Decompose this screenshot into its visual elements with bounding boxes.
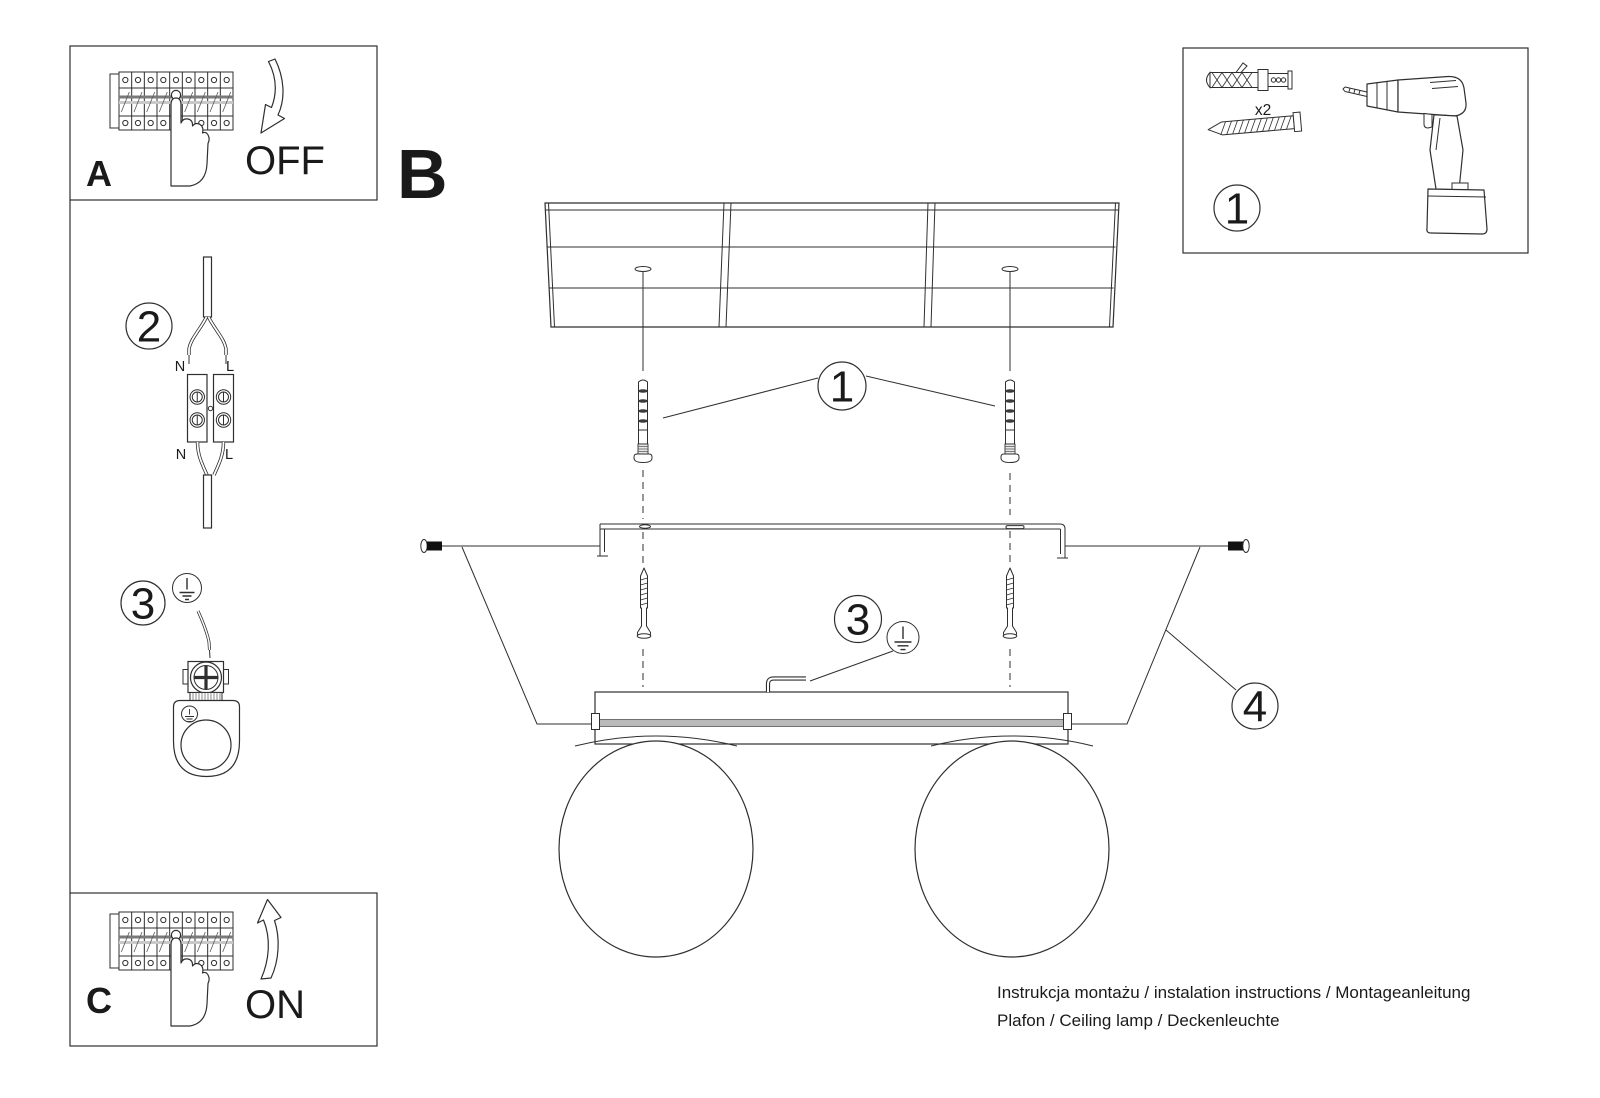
lamp-body: [592, 679, 1072, 745]
wire-l-label-top: L: [225, 359, 235, 375]
ground-symbol-icon: [173, 574, 202, 603]
step-3-grounding: [121, 574, 240, 777]
ground-terminal-icon: [183, 662, 229, 701]
section-b-label: B: [397, 135, 448, 213]
footer-caption: [997, 983, 1470, 1030]
footer-line-2: Plafon / Ceiling lamp / Deckenleuchte: [997, 1011, 1280, 1030]
callout-1: [663, 362, 995, 418]
globe-right: [915, 741, 1109, 957]
hardware-kit-box: [1183, 48, 1528, 253]
mounting-hole-right: [1002, 267, 1018, 272]
mounting-hole-left: [635, 267, 651, 272]
callout-4-number: 4: [1242, 682, 1268, 732]
power-on-label: ON: [245, 983, 305, 1027]
callout-4: [1166, 630, 1278, 732]
step-c-label: C: [86, 980, 112, 1021]
terminal-block-icon: [188, 375, 234, 443]
globe-left: [559, 741, 753, 957]
wire-n-label-top: N: [174, 359, 186, 375]
wall-plug-right-icon: [1001, 380, 1019, 463]
step-3-number: 3: [130, 579, 156, 629]
power-off-label: OFF: [245, 139, 325, 183]
footer-line-1: Instrukcja montażu / instalation instructions / Montageanleitung: [997, 983, 1471, 1002]
side-bolt-left-icon: [421, 540, 442, 553]
lamp-base-ground-point: [174, 701, 240, 777]
ground-symbol-icon: [887, 622, 919, 654]
kit-step-number: 1: [1224, 184, 1250, 234]
wire-l-label-bottom: L: [224, 447, 234, 463]
glass-globes: [559, 736, 1109, 957]
ground-wire: [768, 679, 806, 693]
step-a-label: A: [86, 153, 112, 194]
step-2-number: 2: [136, 302, 162, 352]
step-c-power-on-box: [70, 893, 377, 1046]
callout-1-number: 1: [829, 362, 855, 412]
step-2-wiring: [126, 257, 234, 528]
callout-3-main: [810, 596, 919, 682]
wall-plug-left-icon: [634, 380, 652, 463]
wire-n-label-bottom: N: [175, 447, 187, 463]
supply-cable-bottom: [204, 475, 212, 528]
anchor-quantity-label: x2: [1254, 102, 1272, 119]
step-a-power-off-box: [70, 46, 377, 200]
mounting-screw-left-icon: [637, 568, 651, 638]
mounting-screw-right-icon: [1003, 568, 1017, 638]
ceiling-canopy: [545, 203, 1119, 327]
side-bolt-right-icon: [1228, 540, 1249, 553]
supply-cable-top: [204, 257, 212, 317]
mounting-bracket: [597, 524, 1068, 558]
callout-3-number: 3: [845, 595, 871, 645]
alignment-line-dashed: [643, 470, 1010, 687]
